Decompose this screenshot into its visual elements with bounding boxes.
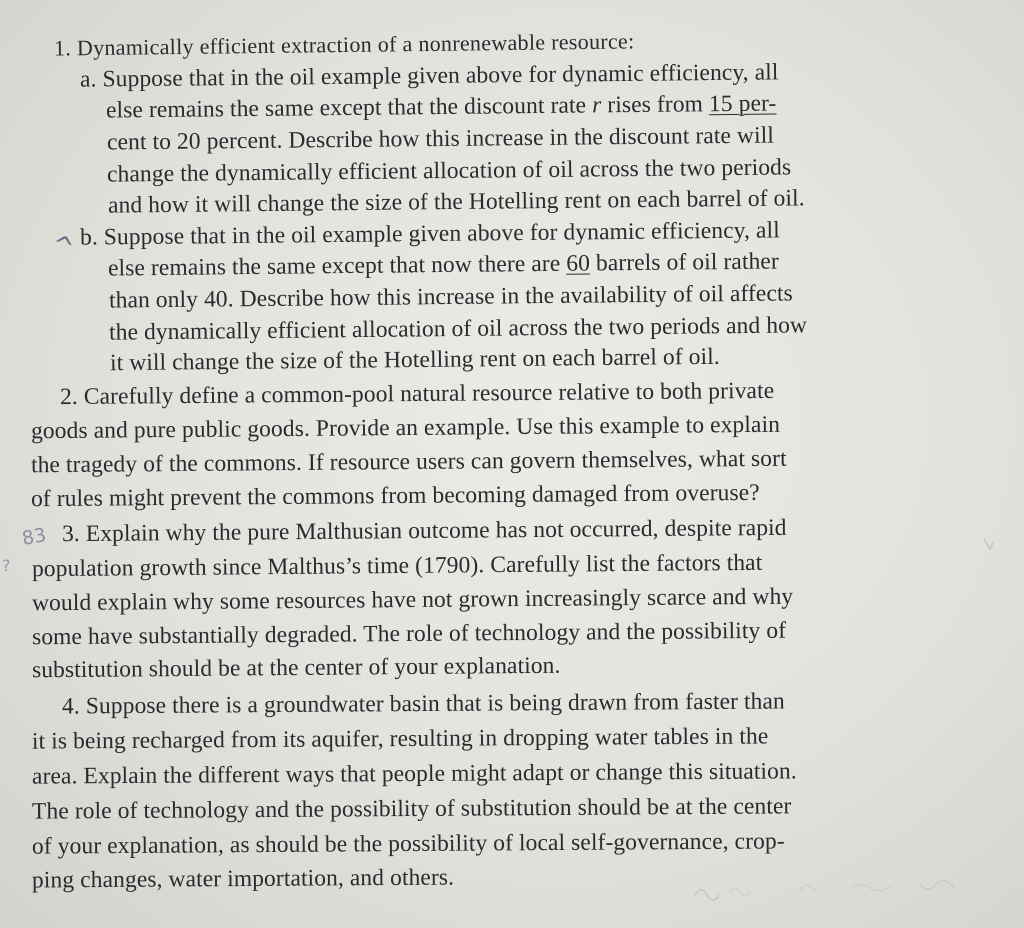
q3-text: population growth since Malthus’s time (1790). Carefully list the factors that: [31, 549, 763, 583]
q4-text: The role of technology and the possibility of substitution should be at the center: [31, 793, 792, 825]
q4-line-6: [32, 863, 454, 896]
q1a-line-5: [108, 183, 805, 220]
q2-text: the tragedy of the commons. If resource users can govern themselves, what sort: [30, 445, 787, 479]
q2-text: 2. Carefully define a common-pool natural resource relative to both private: [59, 377, 775, 411]
margin-number-text: 83: [20, 524, 48, 550]
q1b-text: the dynamically efficient allocation of oil across the two periods and how: [108, 312, 808, 346]
q3-line-5: [32, 651, 561, 686]
q1b-line-3: [109, 278, 793, 315]
q4-text: it is being recharged from its aquifer, resulting in dropping water tables in the: [31, 723, 769, 755]
q1b-text: than only 40. Describe how this increase in the availability of oil affects: [108, 280, 793, 314]
check-mark-text: ^: [48, 229, 78, 265]
q1a-text: else remains the same except that the discount rate: [105, 92, 587, 124]
q1b-text: it will change the size of the Hotelling rent on each barrel of oil.: [109, 343, 720, 377]
q2-line-3: [31, 444, 787, 481]
q3-text: 3. Explain why the pure Malthusian outcome has not occurred, despite rapid: [61, 514, 787, 548]
q1a-text: rises from: [607, 91, 704, 119]
q1-header-text: 1. Dynamically efficient extraction of a nonrenewable resource:: [53, 28, 635, 61]
q4-text: ping changes, water importation, and others.: [31, 864, 455, 894]
q1b-line-2: [108, 246, 779, 283]
q2-line-4: [31, 478, 760, 514]
q3-text: substitution should be at the center of your explanation.: [31, 652, 561, 684]
q1b-text: else remains the same except that now there are: [107, 250, 561, 282]
faint-scribbles: [690, 870, 990, 910]
margin-mark-text: ?: [2, 556, 11, 575]
q3-line-4: [32, 616, 786, 653]
pencil-margin-mark: [2, 556, 11, 575]
q2-text: of rules might prevent the commons from becoming damaged from overuse?: [30, 479, 760, 513]
q3-text: some have substantially degraded. The role of technology and the possibility of: [31, 617, 787, 651]
q4-line-5: [32, 826, 785, 861]
q4-text: 4. Suppose there is a groundwater basin that is being drawn from faster than: [61, 688, 785, 720]
q1b-line-5: [110, 342, 720, 378]
q1a-text: a. Suppose that in the oil example given above for dynamic efficiency, all: [79, 59, 779, 93]
pencil-check-mark: [48, 230, 77, 265]
q4-line-2: [32, 721, 769, 756]
q1b-text: b. Suppose that in the oil example given above for dynamic efficiency, all: [79, 217, 780, 251]
q2-line-1: [60, 376, 774, 412]
q1a-line-3: [107, 121, 774, 158]
q2-text: goods and pure public goods. Provide an example. Use this example to explain: [30, 411, 781, 445]
q1a-text: change the dynamically efficient allocation of oil across the two periods: [106, 154, 792, 188]
q3-line-3: [32, 582, 793, 619]
discount-rate-symbol: r: [591, 92, 602, 119]
right-margin-mark: [980, 535, 1000, 565]
q3-line-1: [62, 513, 787, 549]
q4-line-1: [62, 686, 785, 721]
q2-line-2: [31, 410, 780, 447]
q4-line-4: [32, 791, 792, 826]
q1a-text: cent to 20 percent. Describe how this increase in the discount rate will: [106, 122, 775, 156]
q1a-underlined-value: 15 per-: [708, 90, 777, 118]
q1a-line-2: [106, 88, 777, 125]
q1b-text: barrels of oil rather: [595, 248, 779, 277]
q1-header: [54, 26, 635, 63]
q4-line-3: [32, 756, 797, 791]
q1a-text: and how it will change the size of the Hotelling rent on each barrel of oil.: [107, 185, 805, 219]
q3-line-2: [32, 548, 763, 584]
q4-text: of your explanation, as should be the possibility of local self-governance, crop-: [31, 828, 785, 860]
q3-text: would explain why some resources have not grown increasingly scarce and why: [31, 583, 794, 617]
pencil-margin-number: [20, 524, 48, 550]
q1b-underlined-value: 60: [566, 250, 591, 277]
q4-text: area. Explain the different ways that people might adapt or change this situation.: [31, 758, 797, 790]
